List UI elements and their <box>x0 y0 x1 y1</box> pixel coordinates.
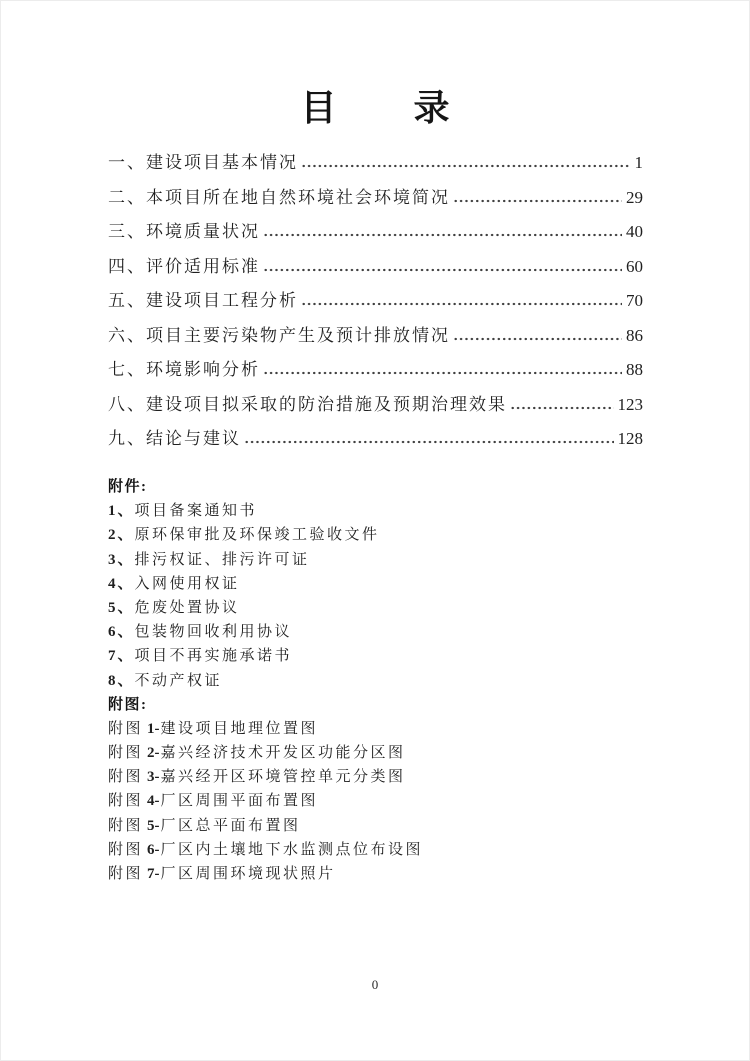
toc-entry-label: 四、评价适用标准 <box>108 256 260 276</box>
figure-item-prefix: 附图 <box>108 769 144 786</box>
figure-item-number: 2- <box>147 745 160 762</box>
page-title-char-left: 目 <box>300 88 337 128</box>
toc-entry-label: 二、本项目所在地自然环境社会环境简况 <box>108 187 450 207</box>
page-title <box>0 88 750 128</box>
figure-item-title: 厂区总平面布置图 <box>160 817 301 834</box>
figure-item <box>108 838 643 862</box>
figure-item-number: 1- <box>147 720 160 737</box>
figure-item-title: 建设项目地理位置图 <box>160 720 319 737</box>
toc-entry-page: 1 <box>634 153 643 172</box>
toc-entry-label: 一、建设项目基本情况 <box>108 153 298 172</box>
attachment-item-number: 2、 <box>108 527 135 544</box>
attachment-item-number: 6、 <box>108 624 135 641</box>
figure-item <box>108 862 643 886</box>
attachment-item <box>108 669 643 693</box>
attachment-item-text: 原环保审批及环保竣工验收文件 <box>134 527 380 544</box>
toc-entry-page: 40 <box>626 222 643 241</box>
attachment-item <box>108 644 643 668</box>
figure-item-number: 3- <box>147 769 160 786</box>
figure-item-title: 嘉兴经济技术开发区功能分区图 <box>160 745 406 762</box>
toc-leader-dots <box>453 199 622 203</box>
attachment-item <box>108 523 643 547</box>
figure-item-prefix: 附图 <box>108 841 144 858</box>
toc-entry-label: 七、环境影响分析 <box>108 360 260 379</box>
toc-entry <box>108 140 643 175</box>
attachment-item-number: 4、 <box>108 575 135 592</box>
table-of-contents <box>108 140 643 451</box>
page-title-char-right: 录 <box>413 88 450 128</box>
attachment-item-number: 5、 <box>108 599 135 616</box>
toc-entry-page: 70 <box>626 291 643 310</box>
toc-entry-label: 八、建设项目拟采取的防治措施及预期治理效果 <box>108 394 507 414</box>
figure-item <box>108 765 643 789</box>
toc-entry-label: 九、结论与建议 <box>108 429 241 448</box>
toc-leader-dots <box>244 440 614 444</box>
attachment-item-text: 项目备案通知书 <box>134 503 258 520</box>
figure-item-number: 7- <box>147 866 160 882</box>
toc-leader-dots <box>301 302 622 306</box>
toc-leader-dots <box>510 406 614 410</box>
toc-leader-dots <box>301 164 631 168</box>
toc-entry <box>108 278 643 313</box>
toc-entry-label: 六、项目主要污染物产生及预计排放情况 <box>108 325 450 345</box>
attachment-item-text: 排污权证、排污许可证 <box>134 551 310 568</box>
figure-item-prefix: 附图 <box>108 866 144 882</box>
toc-entry-page: 60 <box>626 256 643 276</box>
attachment-item-text: 项目不再实施承诺书 <box>134 648 293 665</box>
attachment-item <box>108 572 643 596</box>
toc-entry-page: 123 <box>617 394 643 414</box>
attachment-item-number: 7、 <box>108 648 135 665</box>
figure-item-title: 嘉兴经开区环境管控单元分类图 <box>160 769 406 786</box>
figure-item <box>108 741 643 765</box>
toc-entry-page: 128 <box>617 429 643 448</box>
toc-entry-label: 三、环境质量状况 <box>108 222 260 241</box>
attachment-item <box>108 499 643 523</box>
toc-entry <box>108 416 643 451</box>
figure-item <box>108 717 643 741</box>
toc-leader-dots <box>263 371 622 375</box>
figure-item-prefix: 附图 <box>108 720 144 737</box>
attachments-heading: 附件: <box>108 479 148 495</box>
toc-entry <box>108 175 643 210</box>
figure-item-title: 厂区内土壤地下水监测点位布设图 <box>160 841 424 858</box>
toc-entry <box>108 209 643 244</box>
attachment-item <box>108 620 643 644</box>
figure-item-title: 厂区周围环境现状照片 <box>160 866 336 882</box>
toc-entry-page: 88 <box>626 360 643 379</box>
attachment-item-number: 3、 <box>108 551 135 568</box>
toc-leader-dots <box>453 337 622 341</box>
appendix-section <box>108 475 643 886</box>
attachment-item <box>108 548 643 572</box>
toc-entry <box>108 347 643 382</box>
toc-leader-dots <box>263 233 622 237</box>
toc-entry-label: 五、建设项目工程分析 <box>108 291 298 310</box>
footer-page-number: 0 <box>371 977 379 992</box>
toc-leader-dots <box>263 268 622 272</box>
attachment-item-text: 包装物回收利用协议 <box>134 624 293 641</box>
figure-item-number: 4- <box>147 793 160 810</box>
attachment-item-text: 不动产权证 <box>134 672 223 689</box>
figure-item-number: 6- <box>147 841 160 858</box>
toc-entry <box>108 244 643 279</box>
figures-heading: 附图: <box>108 696 148 713</box>
toc-entry <box>108 382 643 417</box>
toc-entry-page: 86 <box>626 325 643 345</box>
toc-entry-page: 29 <box>626 187 643 207</box>
figure-item-prefix: 附图 <box>108 745 144 762</box>
figure-item-title: 厂区周围平面布置图 <box>160 793 319 810</box>
figure-item <box>108 789 643 813</box>
attachment-item-number: 1、 <box>108 503 135 520</box>
figure-item-prefix: 附图 <box>108 793 144 810</box>
attachment-item-text: 入网使用权证 <box>134 575 240 592</box>
toc-entry <box>108 313 643 348</box>
figure-item <box>108 814 643 838</box>
attachment-item <box>108 596 643 620</box>
figure-item-number: 5- <box>147 817 160 834</box>
attachment-item-text: 危废处置协议 <box>134 599 240 616</box>
attachment-item-number: 8、 <box>108 672 135 689</box>
figure-item-prefix: 附图 <box>108 817 144 834</box>
